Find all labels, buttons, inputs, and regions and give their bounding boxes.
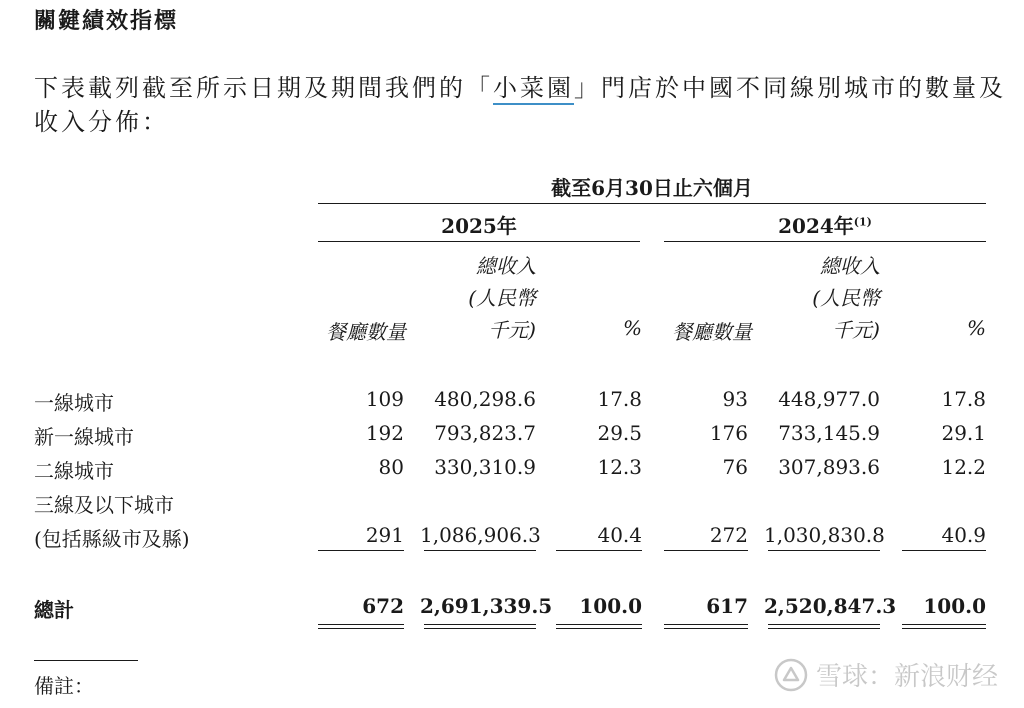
- total-revenue-2024: 2,520,847.3: [764, 594, 897, 618]
- col-pct-2025: %: [622, 316, 642, 340]
- intro-suffix: 」門店於中國不同線別城市的數量及: [574, 74, 1006, 102]
- total-double-rule: [768, 624, 880, 629]
- intro-prefix: 下表載列截至所示日期及期間我們的「: [34, 74, 493, 102]
- cell-revenue-2024: 1,030,830.8: [764, 523, 885, 547]
- cell-pct-2024: 29.1: [941, 421, 986, 445]
- cell-pct-2025: 29.5: [597, 421, 642, 445]
- col-revenue-line1: 總收入: [476, 254, 536, 278]
- subtotal-rule: [902, 550, 986, 551]
- cell-revenue-2024: 733,145.9: [778, 421, 880, 445]
- intro-paragraph-line-2: 收入分佈：: [34, 108, 169, 136]
- year-2024-header: [664, 210, 986, 239]
- total-double-rule: [664, 624, 748, 629]
- col-revenue-2025: [420, 250, 536, 346]
- subtotal-rule: [318, 550, 404, 551]
- col-revenue-line3: 千元): [488, 318, 536, 342]
- brand-name-link[interactable]: 小菜園: [493, 74, 574, 105]
- cell-revenue-2025: 793,823.7: [434, 421, 536, 445]
- year-2024-label: 2024年: [778, 214, 854, 238]
- total-revenue-2025: 2,691,339.5: [420, 594, 553, 618]
- cell-pct-2024: 17.8: [941, 387, 986, 411]
- notes-rule: [34, 660, 138, 661]
- row-label-tier3: 三線及以下城市: [34, 493, 174, 517]
- subtotal-rule: [556, 550, 642, 551]
- total-double-rule: [902, 624, 986, 629]
- total-count-2024: 617: [706, 594, 748, 618]
- cell-revenue-2025: 330,310.9: [434, 455, 536, 479]
- intro-paragraph-line-1: [34, 68, 1006, 103]
- col-revenue-line2: (人民幣: [812, 286, 880, 310]
- cell-count-2025: 291: [365, 523, 404, 547]
- section-heading: 關鍵績效指標: [34, 8, 179, 34]
- cell-revenue-2025: 480,298.6: [434, 387, 536, 411]
- col-pct-2024: %: [966, 316, 986, 340]
- cell-revenue-2025: 1,086,906.3: [420, 523, 541, 547]
- cell-revenue-2024: 307,893.6: [778, 455, 880, 479]
- cell-pct-2024: 12.2: [941, 455, 986, 479]
- col-count-2024: 餐廳數量: [672, 320, 752, 344]
- row-label-tier2: 二線城市: [34, 459, 114, 483]
- total-count-2025: 672: [362, 594, 404, 618]
- row-label-new-tier1: 新一線城市: [34, 425, 134, 449]
- cell-count-2025: 192: [365, 421, 404, 445]
- watermark: [774, 656, 998, 693]
- col-revenue-line2: (人民幣: [468, 286, 536, 310]
- cell-revenue-2024: 448,977.0: [778, 387, 880, 411]
- col-revenue-line1: 總收入: [820, 254, 880, 278]
- cell-count-2024: 93: [722, 387, 748, 411]
- year-2025-header: 2025年: [441, 214, 517, 238]
- row-label-total: 總計: [34, 598, 74, 622]
- cell-pct-2025: 40.4: [597, 523, 642, 547]
- col-count-2025: 餐廳數量: [326, 320, 406, 344]
- col-revenue-line3: 千元): [832, 318, 880, 342]
- total-double-rule: [556, 624, 642, 629]
- total-double-rule: [318, 624, 404, 629]
- cell-count-2024: 76: [722, 455, 748, 479]
- snowball-logo-icon: [774, 658, 808, 692]
- year-2025-rule: [318, 241, 640, 242]
- cell-count-2025: 109: [365, 387, 404, 411]
- col-revenue-2024: [764, 250, 880, 346]
- total-pct-2025: 100.0: [579, 594, 642, 618]
- cell-count-2024: 176: [709, 421, 748, 445]
- period-title: 截至6月30日止六個月: [551, 176, 753, 200]
- footnote-marker: (1): [853, 215, 872, 229]
- year-2024-rule: [664, 241, 986, 242]
- cell-pct-2025: 17.8: [597, 387, 642, 411]
- cell-pct-2025: 12.3: [597, 455, 642, 479]
- cell-pct-2024: 40.9: [941, 523, 986, 547]
- subtotal-rule: [768, 550, 880, 551]
- watermark-text: 雪球：新浪财经: [815, 662, 998, 692]
- notes-label: 備註：: [34, 674, 94, 698]
- row-label-tier1: 一線城市: [34, 391, 114, 415]
- row-label-tier3-sub: (包括縣級市及縣): [34, 527, 190, 551]
- total-pct-2024: 100.0: [923, 594, 986, 618]
- subtotal-rule: [664, 550, 748, 551]
- cell-count-2025: 80: [378, 455, 404, 479]
- total-double-rule: [424, 624, 536, 629]
- period-rule: [318, 203, 986, 204]
- subtotal-rule: [424, 550, 536, 551]
- cell-count-2024: 272: [709, 523, 748, 547]
